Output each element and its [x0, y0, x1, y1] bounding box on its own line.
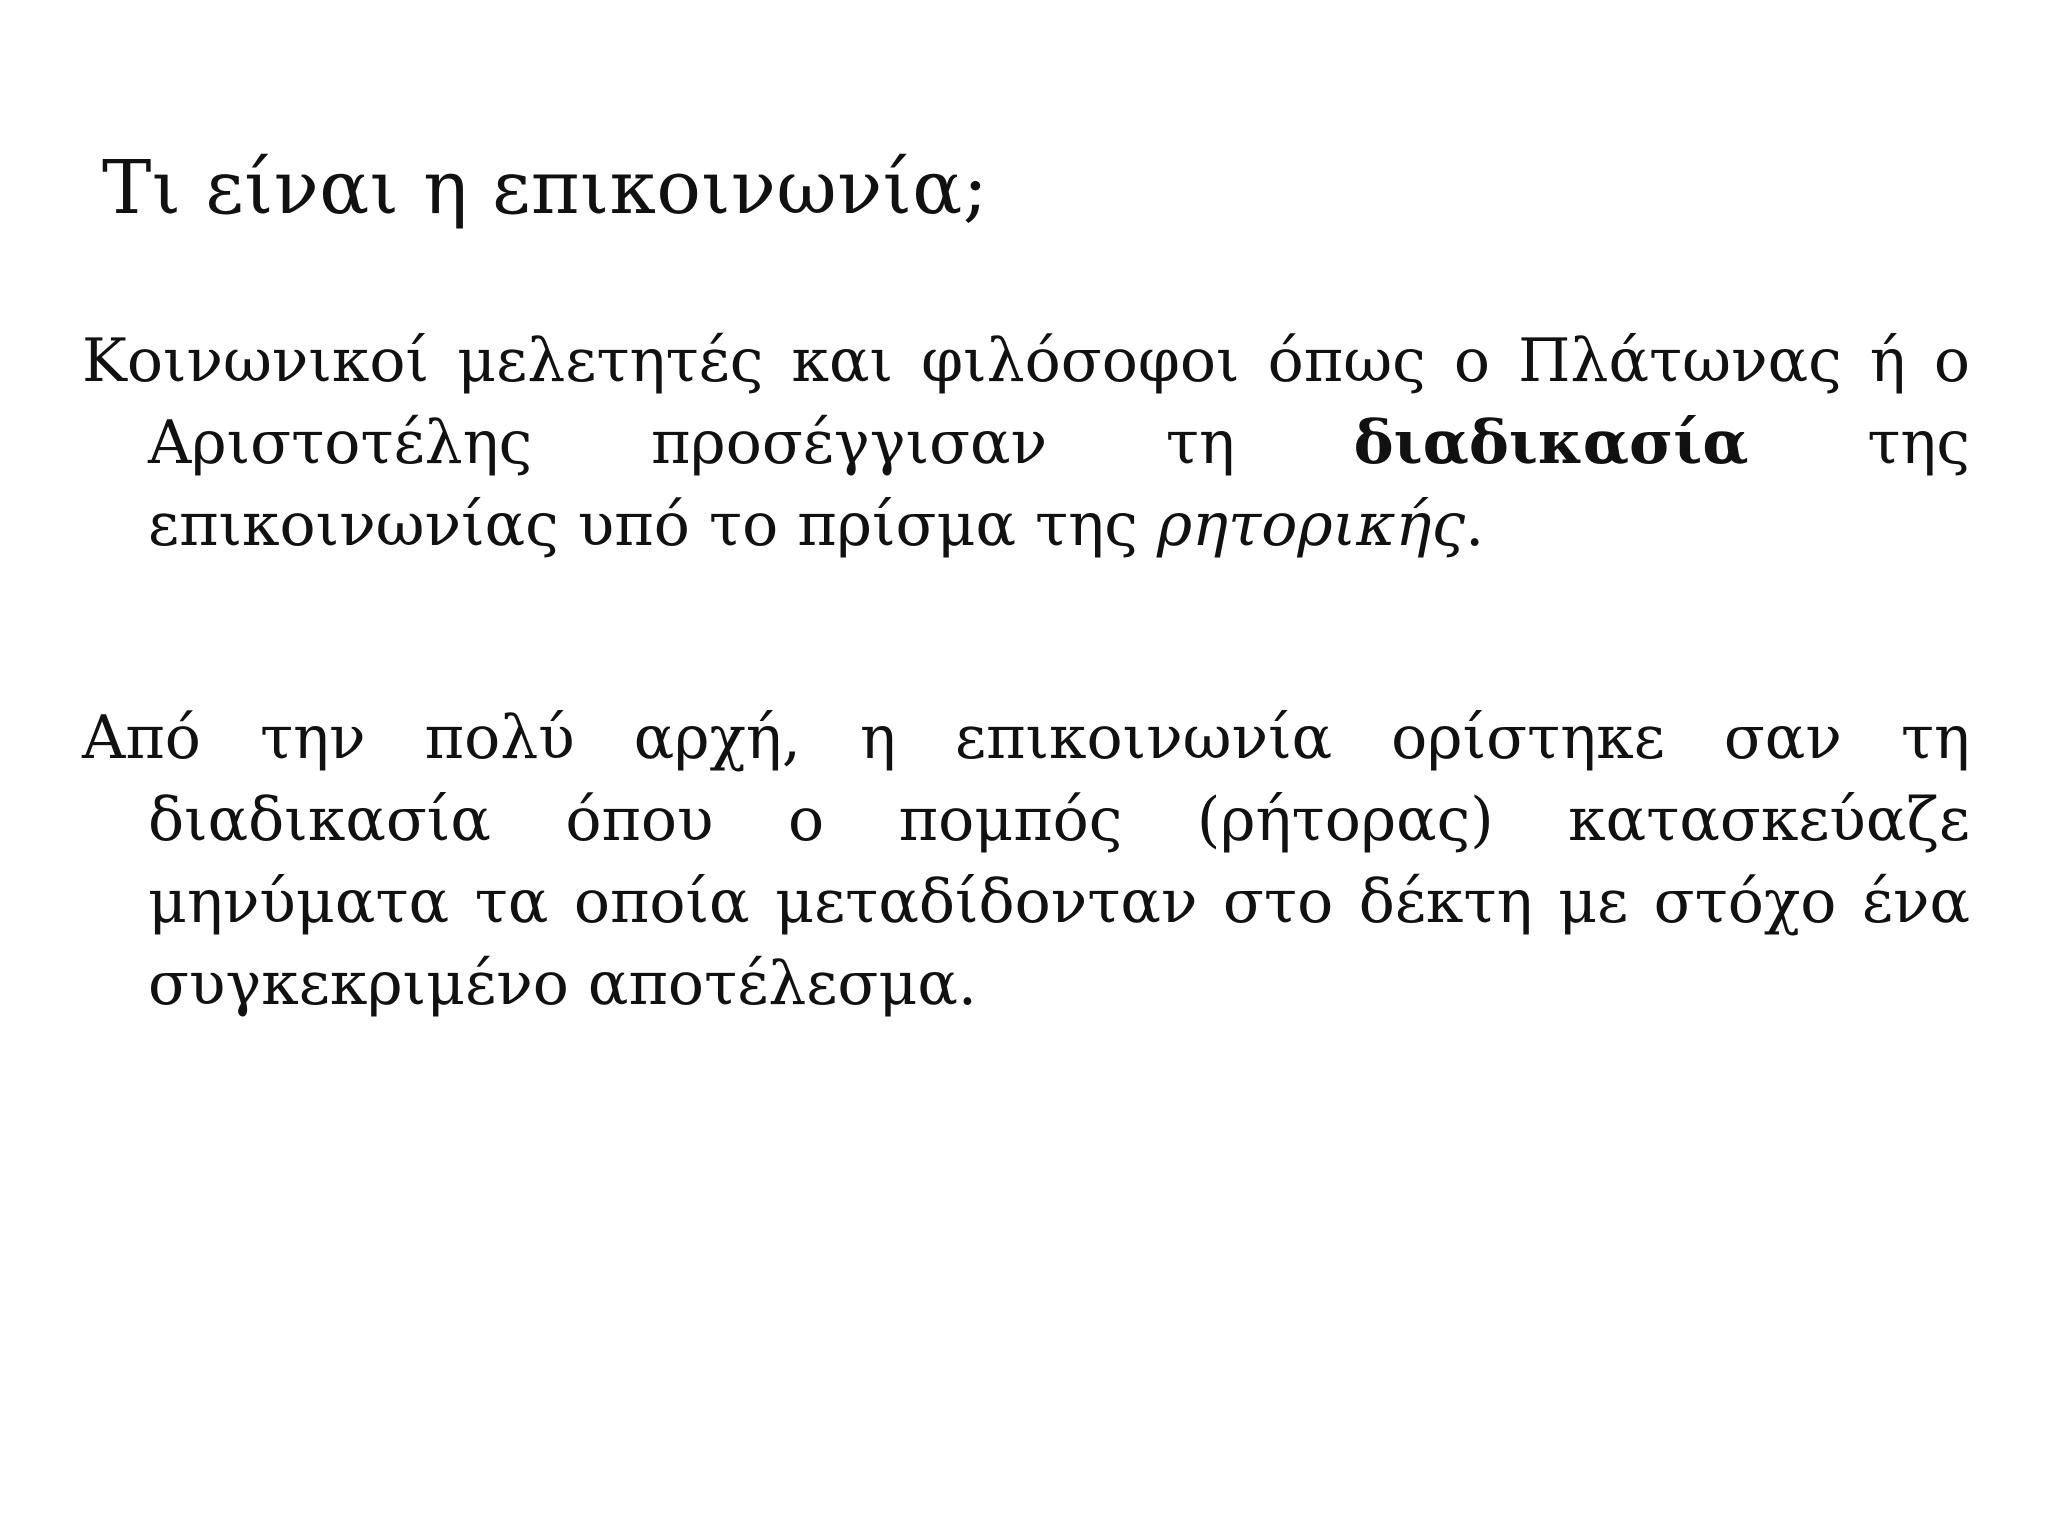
paragraph-1-text-start: Κοινωνικοί μελετητές και φιλόσοφοι όπως ο Πλάτωνας ή ο Αριστοτέλης προσέγγισαν τη — [82, 326, 1970, 478]
body-paragraph-1 — [82, 320, 1970, 566]
paragraph-1-text-end: . — [1465, 490, 1485, 560]
bold-term-diadikasia: διαδικασία — [1353, 408, 1749, 478]
body-paragraph-2: Από την πολύ αρχή, η επικοινωνία ορίστηκε σαν τη διαδικασία όπου ο πομπός (ρήτορας) κατασκεύαζε μηνύματα τα οποία μεταδίδονταν στο δέκτη με στόχο ένα συγκεκριμένο αποτέλεσμα. — [82, 703, 1970, 1019]
paragraph-1-text-middle: της επικοινωνίας υπό το πρίσμα της — [148, 408, 1970, 560]
italic-term-rhetoric: ρητορικής — [1156, 490, 1466, 560]
slide-title: Τι είναι η επικοινωνία; — [102, 145, 989, 231]
